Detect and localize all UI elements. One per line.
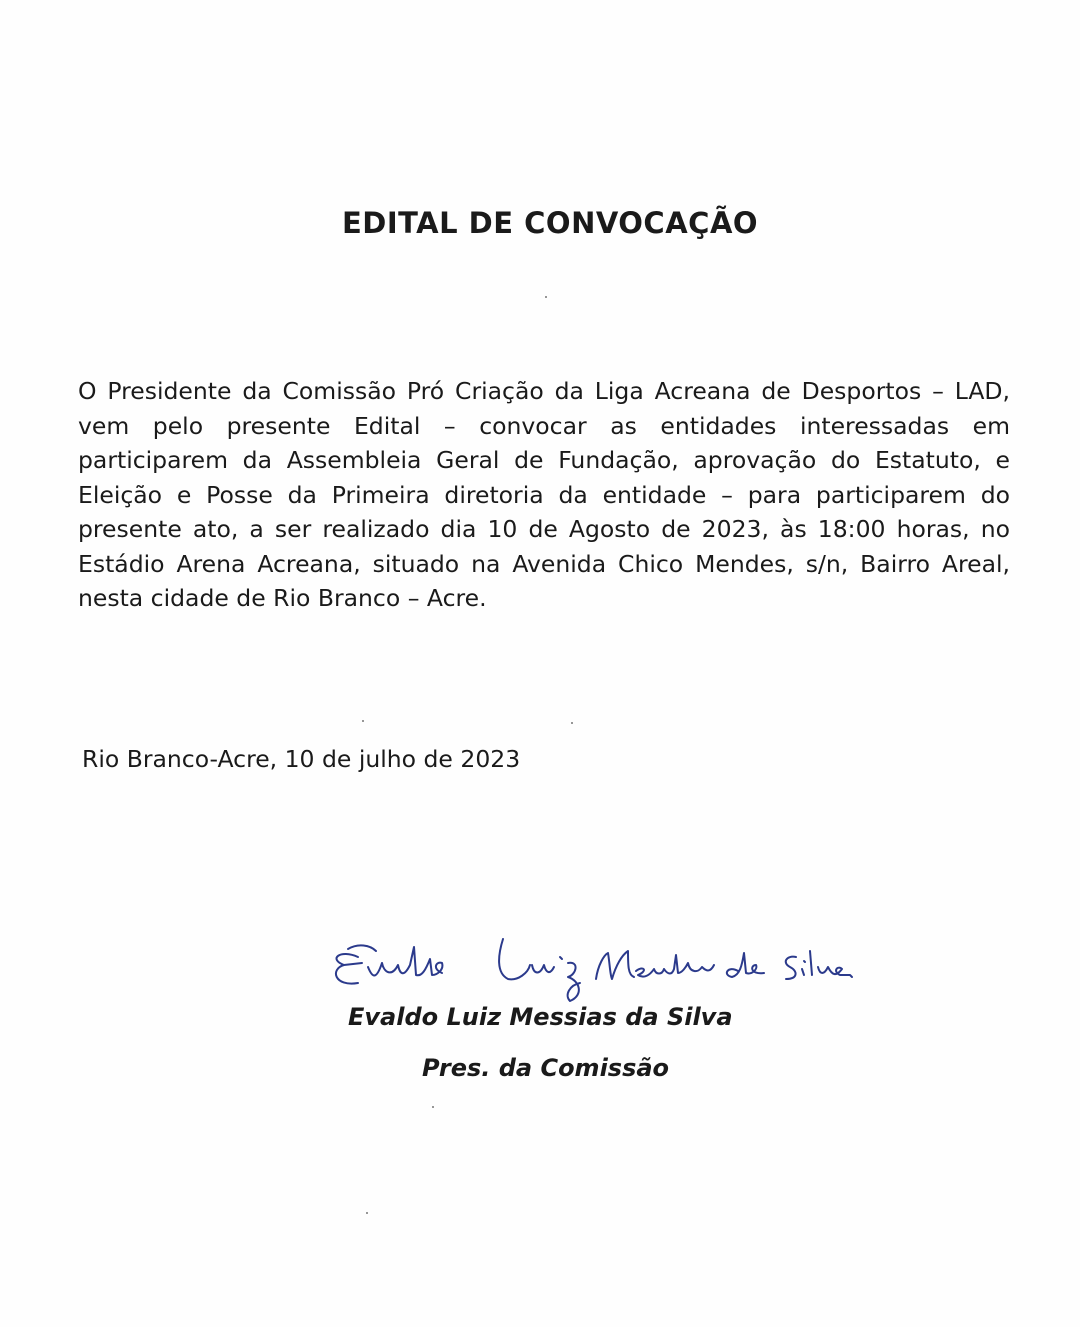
scan-speck <box>571 722 573 724</box>
document-body: O Presidente da Comissão Pró Criação da Liga Acreana de Desportos – LAD, vem pelo presente Edital – convocar as entidades interessadas em participarem da Assembleia Geral de Fundação, aprovação do Estatuto, e Eleição e Posse da Primeira diretoria da entidade – para participarem do presente ato, a ser realizado dia 10 de Agosto de 2023, às 18:00 horas, no Estádio Arena Acreana, situado na Avenida Chico Mendes, s/n, Bairro Areal, nesta cidade de Rio Branco – Acre. <box>78 377 1010 612</box>
signer-name: Evaldo Luiz Messias da Silva <box>348 1003 733 1031</box>
signer-role: Pres. da Comissão <box>422 1054 670 1082</box>
document-title: EDITAL DE CONVOCAÇÃO <box>341 206 759 240</box>
handwritten-signature <box>318 925 878 1005</box>
scan-speck <box>362 720 364 722</box>
scan-speck <box>366 1212 368 1214</box>
scan-speck <box>545 296 547 298</box>
place-and-date: Rio Branco-Acre, 10 de julho de 2023 <box>82 745 521 773</box>
scan-speck <box>432 1106 434 1108</box>
